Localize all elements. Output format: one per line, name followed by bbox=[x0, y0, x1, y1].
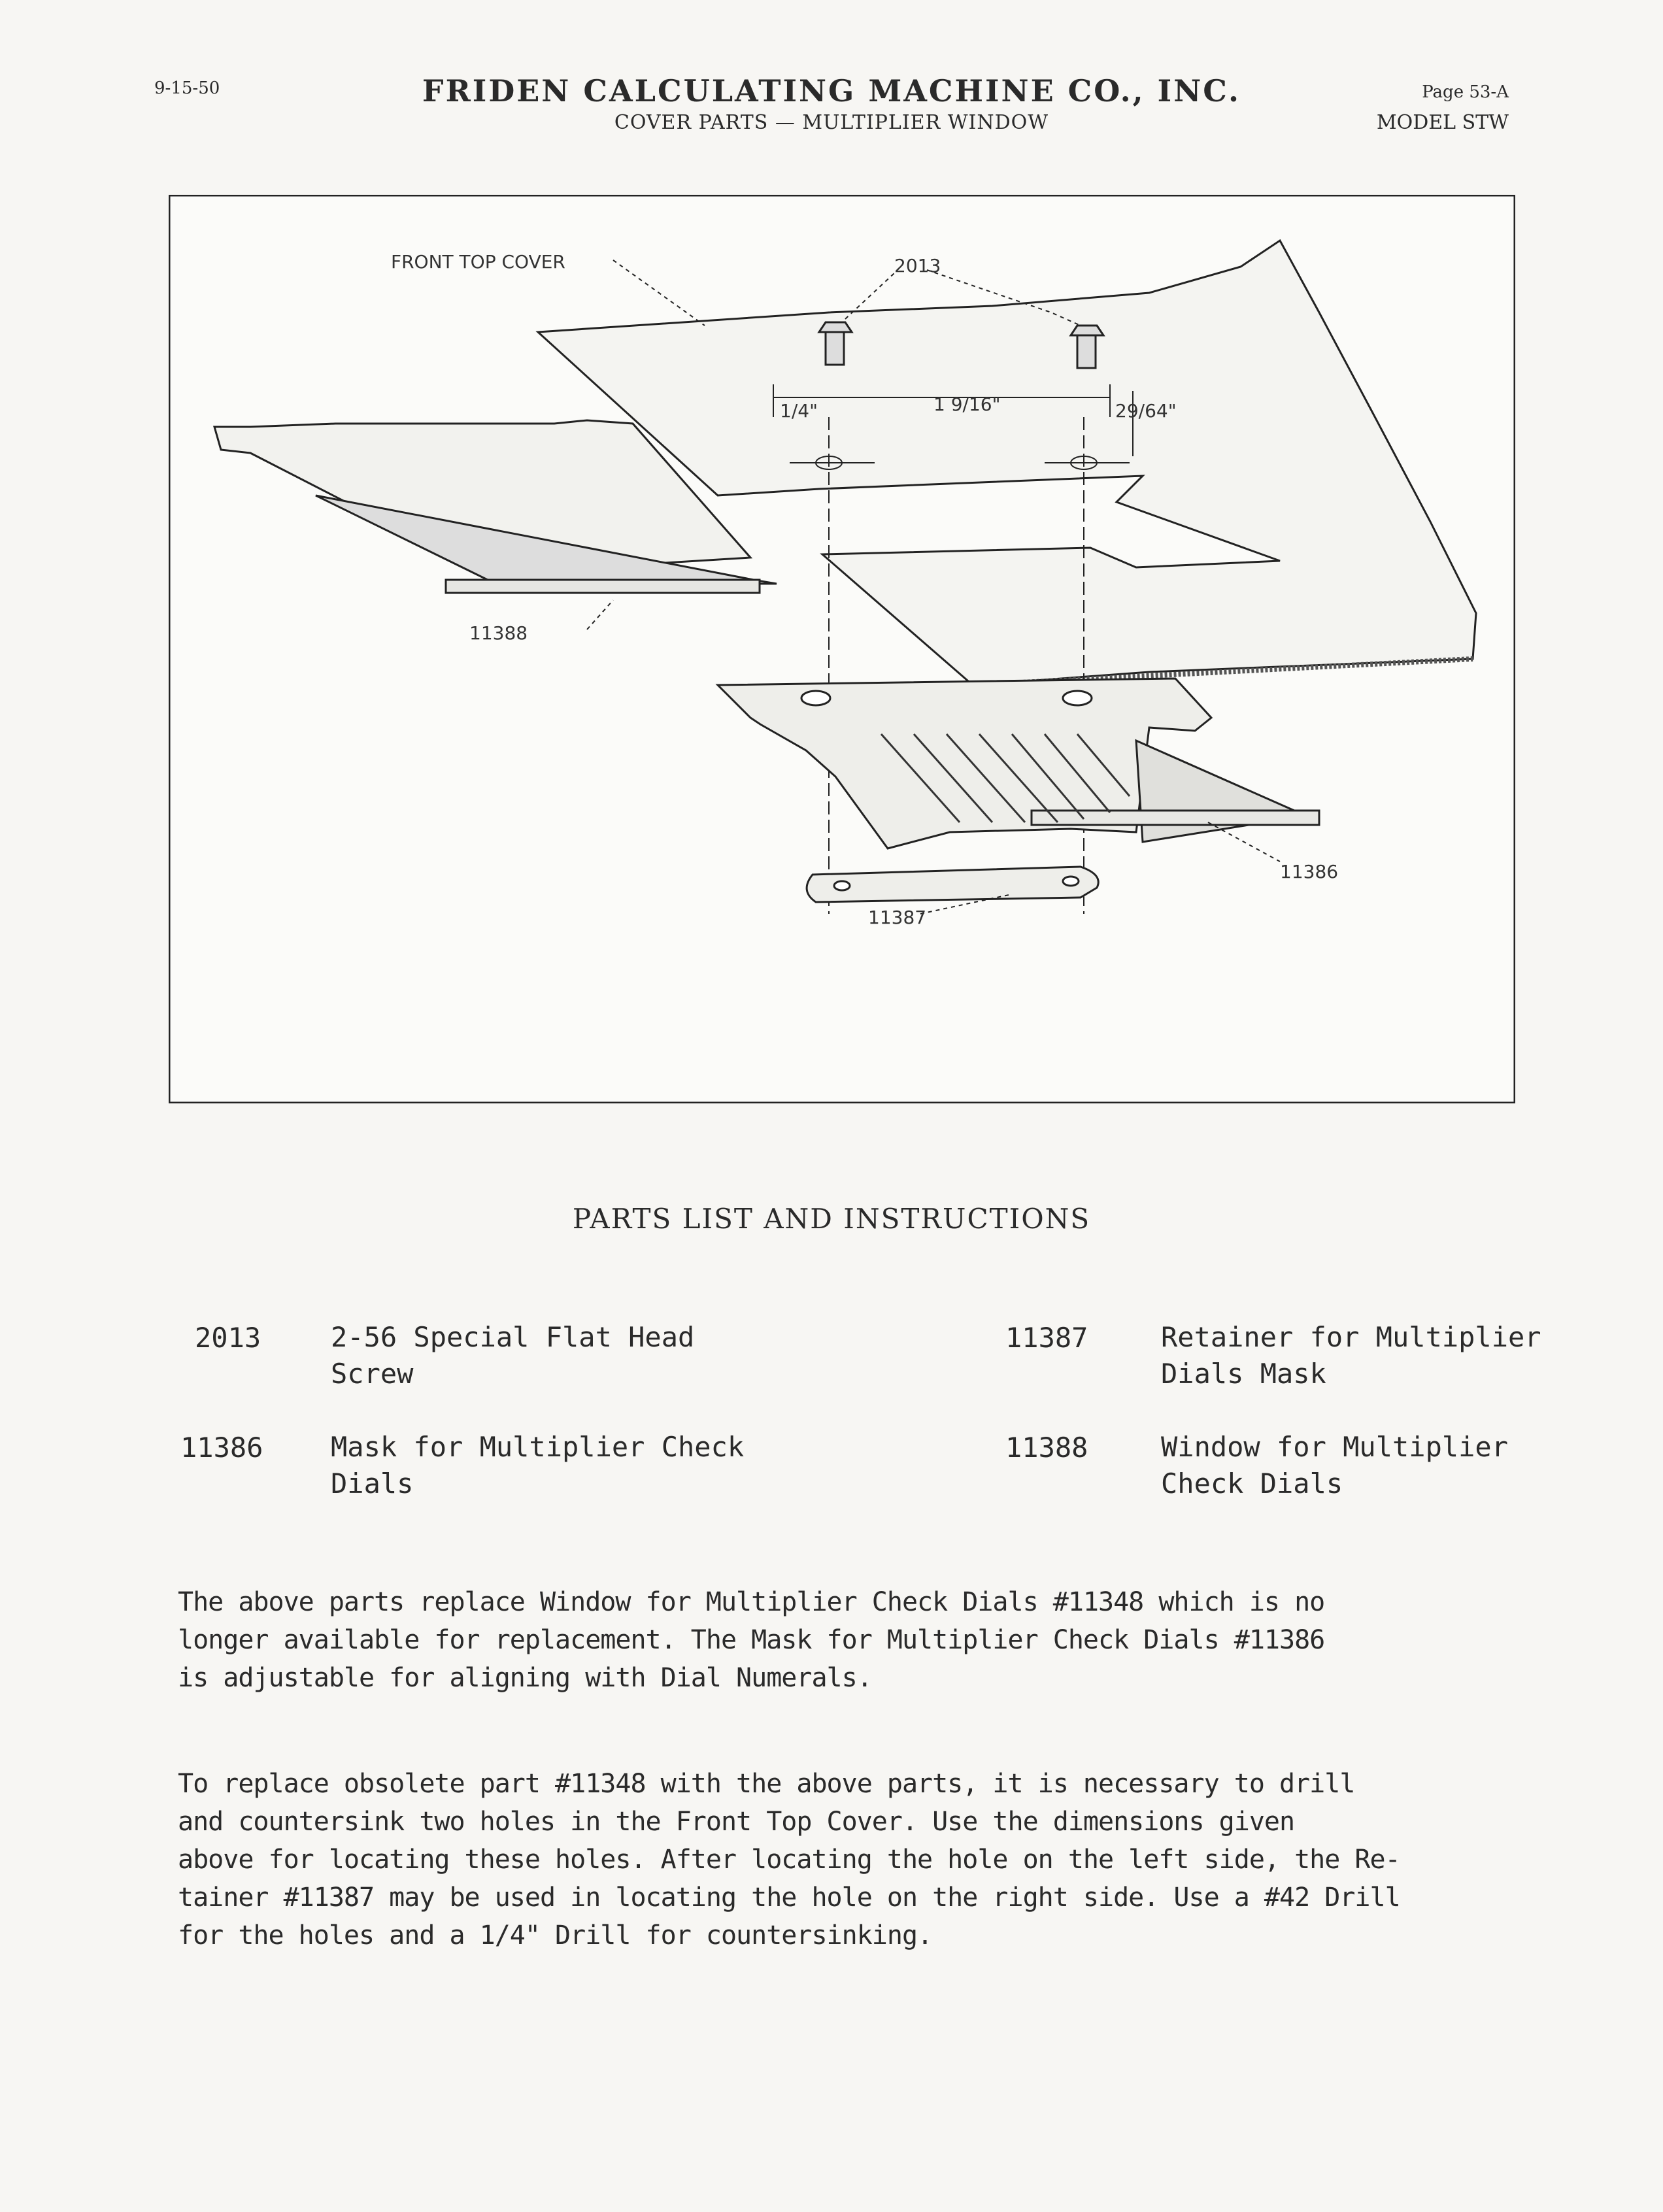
part-description: 2-56 Special Flat Head Screw bbox=[331, 1321, 695, 1390]
label-front-top-cover: FRONT TOP COVER bbox=[391, 251, 565, 273]
part-number: 2013 bbox=[195, 1322, 261, 1354]
company-name: FRIDEN CALCULATING MACHINE CO., INC. bbox=[422, 73, 1241, 109]
part-number: 11388 bbox=[1005, 1432, 1088, 1464]
part-description: Mask for Multiplier Check Dials bbox=[331, 1431, 745, 1500]
label-mask: 11386 bbox=[1280, 861, 1339, 882]
instructions-paragraph-2: To replace obsolete part #11348 with the above parts, it is necessary to drill and countersink two holes in the Front Top Cover. Use the dimensions given above for locating these holes. After locating the hole on the left side, the Re- tainer #11387 may be used in locating the hole on the right side. Use a #42 Drill for the holes and a 1/4" Drill for countersinking. bbox=[178, 1769, 1400, 1951]
dim-left-offset: 1/4" bbox=[780, 400, 818, 422]
exploded-view-figure bbox=[169, 195, 1515, 1103]
dim-right-offset: 29/64" bbox=[1115, 400, 1177, 422]
page-number: Page 53-A bbox=[1422, 82, 1509, 102]
header-date: 9-15-50 bbox=[154, 78, 220, 98]
label-screw: 2013 bbox=[894, 255, 941, 276]
dim-hole-spacing: 1 9/16" bbox=[933, 394, 1001, 415]
label-retainer: 11387 bbox=[868, 907, 927, 928]
part-number: 11387 bbox=[1005, 1322, 1088, 1354]
part-number: 11386 bbox=[180, 1432, 263, 1464]
label-window: 11388 bbox=[469, 622, 528, 644]
part-description: Window for Multiplier Check Dials bbox=[1161, 1431, 1509, 1500]
part-description: Retainer for Multiplier Dials Mask bbox=[1161, 1321, 1541, 1390]
model-label: MODEL STW bbox=[1376, 111, 1509, 134]
parts-list-title: PARTS LIST AND INSTRUCTIONS bbox=[572, 1203, 1091, 1235]
instructions-paragraph-1: The above parts replace Window for Multiplier Check Dials #11348 which is no longer available for replacement. The Mask for Multiplier Check Dials #11386 is adjustable for aligning with Dial Numerals. bbox=[178, 1587, 1325, 1693]
page-subtitle: COVER PARTS — MULTIPLIER WINDOW bbox=[614, 111, 1049, 134]
